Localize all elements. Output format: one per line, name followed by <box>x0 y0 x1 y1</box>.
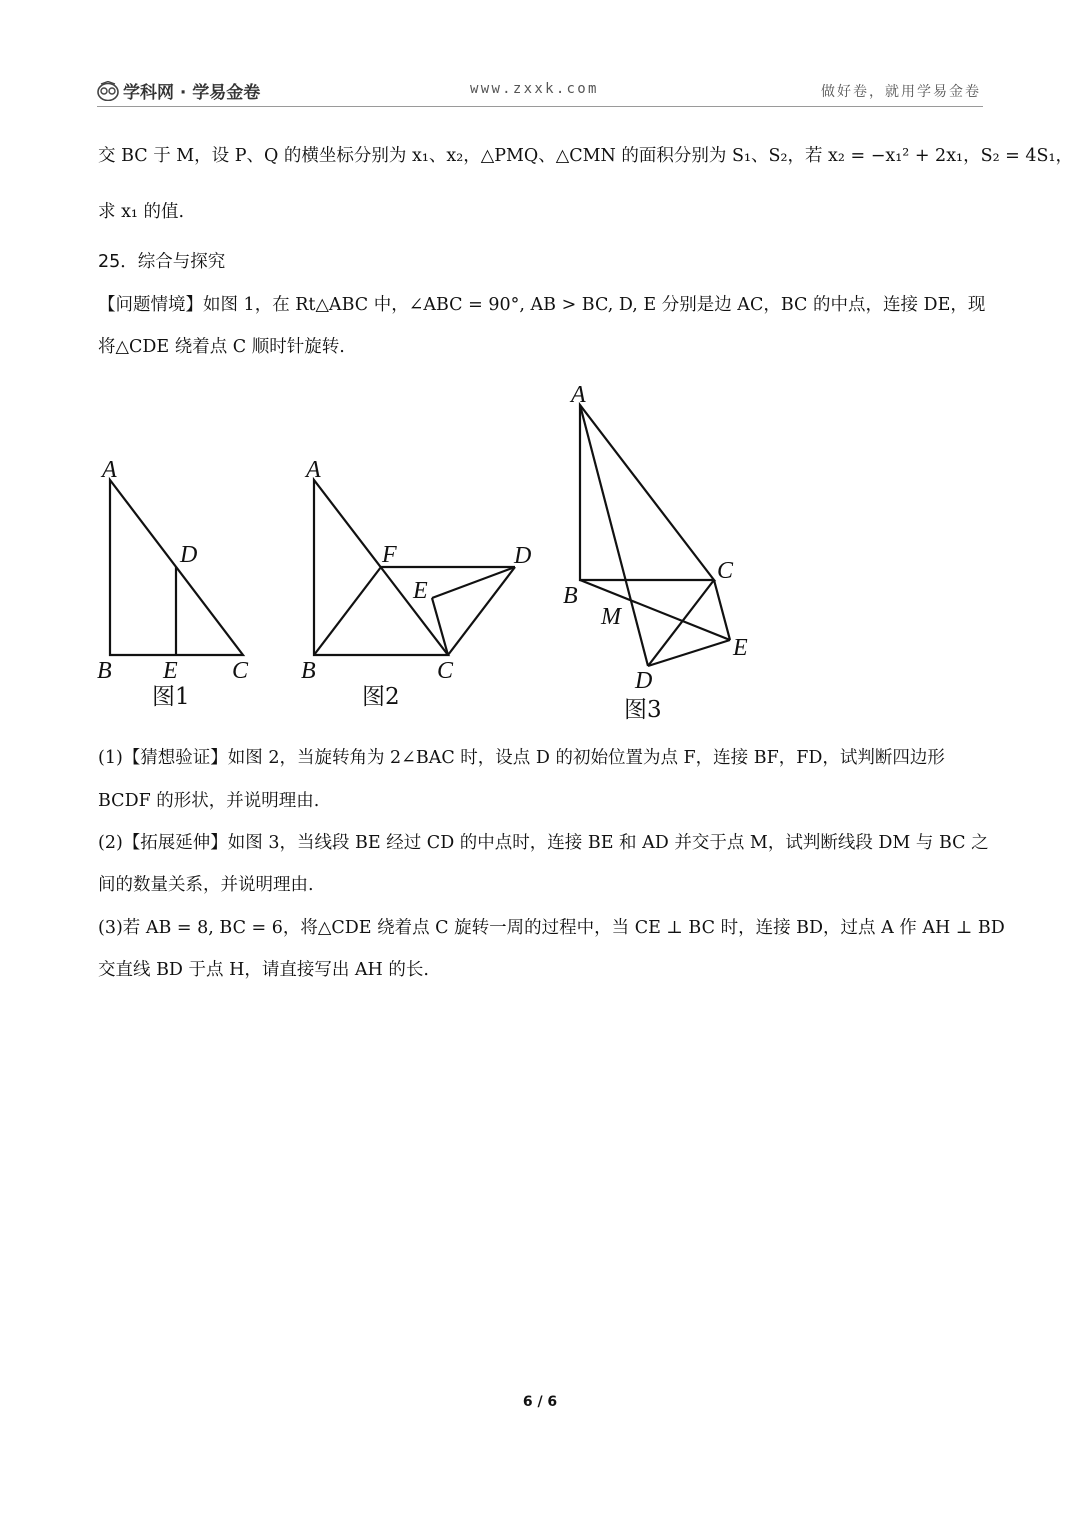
text-line-1: 交 BC 于 M，设 P、Q 的横坐标分别为 x₁、x₂，△PMQ、△CMN 的面积分别为 S₁、S₂，若 x₂ = −x₁² + 2x₁，S₂ = 4S₁， <box>98 146 1074 166</box>
fig1-label-b: B <box>97 658 112 684</box>
fig2-label-b: B <box>301 658 316 684</box>
fig3-label-d: D <box>635 668 653 694</box>
fig2-label-f: F <box>382 542 397 568</box>
fig2-label-a: A <box>306 457 321 483</box>
fig3-label-a: A <box>571 382 586 408</box>
fig3-segment-ce <box>714 580 730 640</box>
fig3-caption: 图3 <box>624 697 662 723</box>
fig3-segment-cd <box>648 580 714 666</box>
fig2-segment-bf <box>314 567 381 655</box>
text-line-4: 【问题情境】如图 1，在 Rt△ABC 中，∠ABC = 90°, AB > BC, D, E 分别是边 AC，BC 的中点，连接 DE，现 <box>98 295 986 315</box>
fig2-label-e: E <box>413 578 428 604</box>
sub-question-2: (2)【拓展延伸】如图 3，当线段 BE 经过 CD 的中点时，连接 BE 和 AD 并交于点 M，试判断线段 DM 与 BC 之 <box>98 833 989 853</box>
fig2-label-c: C <box>437 658 454 684</box>
text-line-7: BCDF 的形状，并说明理由. <box>98 791 320 811</box>
fig2-caption: 图2 <box>362 684 400 710</box>
fig2-label-d: D <box>514 543 532 569</box>
fig1-caption: 图1 <box>152 684 190 710</box>
figure-1 <box>97 457 249 710</box>
question-25-title: 25．综合与探究 <box>98 252 226 272</box>
text-line-9: 间的数量关系，并说明理由. <box>98 875 314 895</box>
fig1-label-a: A <box>102 457 117 483</box>
sub-question-1: (1)【猜想验证】如图 2，当旋转角为 2∠BAC 时，设点 D 的初始位置为点 F，连接 BF，FD，试判断四边形 <box>98 748 945 768</box>
fig3-triangle-abc <box>580 405 714 580</box>
text-line-11: 交直线 BD 于点 H，请直接写出 AH 的长. <box>98 960 429 980</box>
brand-name: 学科网 · 学易金卷 <box>123 83 261 103</box>
fig3-segment-de <box>648 640 730 666</box>
site-url: www.zxxk.com <box>470 81 599 97</box>
fig3-label-b: B <box>563 583 578 609</box>
fig1-label-e: E <box>163 658 178 684</box>
fig1-label-d: D <box>180 542 198 568</box>
header-slogan: 做好卷，就用学易金卷 <box>821 84 981 100</box>
fig2-segment-ec <box>432 598 448 655</box>
figure-2 <box>301 457 531 710</box>
figure-3 <box>563 382 748 723</box>
fig1-label-c: C <box>232 658 249 684</box>
page-number: 6 / 6 <box>522 1394 558 1410</box>
text-line-5: 将△CDE 绕着点 C 顺时针旋转. <box>98 337 345 357</box>
fig3-label-e: E <box>733 635 748 661</box>
fig3-label-m: M <box>601 604 621 630</box>
fig3-label-c: C <box>717 558 734 584</box>
sub-question-3: (3)若 AB = 8, BC = 6，将△CDE 绕着点 C 旋转一周的过程中，当 CE ⊥ BC 时，连接 BD，过点 A 作 AH ⊥ BD <box>98 918 1005 938</box>
text-line-2: 求 x₁ 的值. <box>98 202 185 222</box>
